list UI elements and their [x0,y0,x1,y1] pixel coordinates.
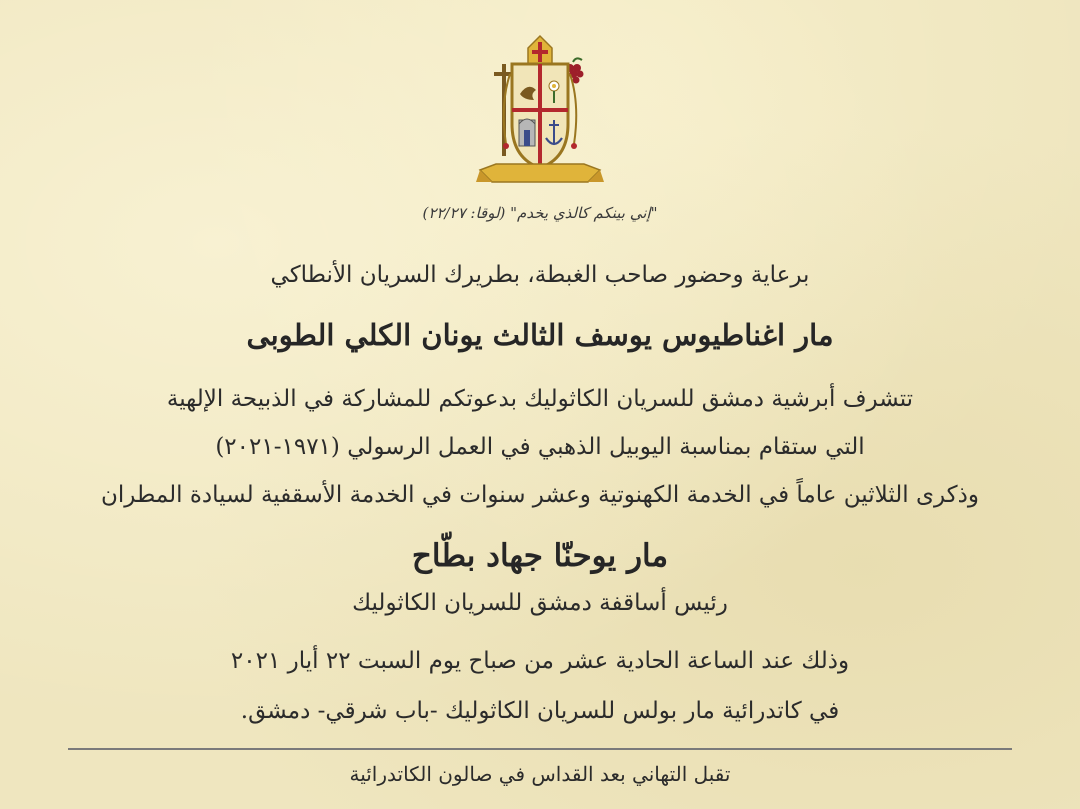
motto-banner [476,164,604,182]
event-location: في كاتدرائية مار بولس للسريان الكاثوليك -باب شرقي- دمشق. [240,698,840,724]
invitation-text-line-1: تتشرف أبرشية دمشق للسريان الكاثوليك بدعوتكم للمشاركة في الذبيحة الإلهية [166,386,914,412]
divider [68,748,1012,750]
bishop-name: مار يوحنّا جهاد بطّاح [411,538,669,574]
patronage-line: برعاية وحضور صاحب الغبطة، بطريرك السريان الأنطاكي [270,262,810,288]
invitation-text-line-2: التي ستقام بمناسبة اليوبيل الذهبي في العمل الرسولي (١٩٧١-٢٠٢١) [215,434,865,460]
coat-of-arms-logo [476,34,604,192]
reception-note: تقبل التهاني بعد القداس في صالون الكاتدرائية [349,762,731,786]
bishop-title: رئيس أساقفة دمشق للسريان الكاثوليك [352,590,728,616]
scripture-motto: "إني بينكم كالذي يخدم" (لوقا: ٢٢/٢٧) [422,204,658,222]
event-time: وذلك عند الساعة الحادية عشر من صباح يوم السبت ٢٢ أيار ٢٠٢١ [230,648,850,674]
mitre-icon [528,36,552,64]
patriarch-name: مار اغناطيوس يوسف الثالث يونان الكلي الطوبى [246,318,834,352]
invitation-text-line-3: وذكرى الثلاثين عاماً في الخدمة الكهنوتية وعشر سنوات في الخدمة الأسقفية لسيادة المطران [101,482,979,508]
shield-icon [512,64,568,168]
